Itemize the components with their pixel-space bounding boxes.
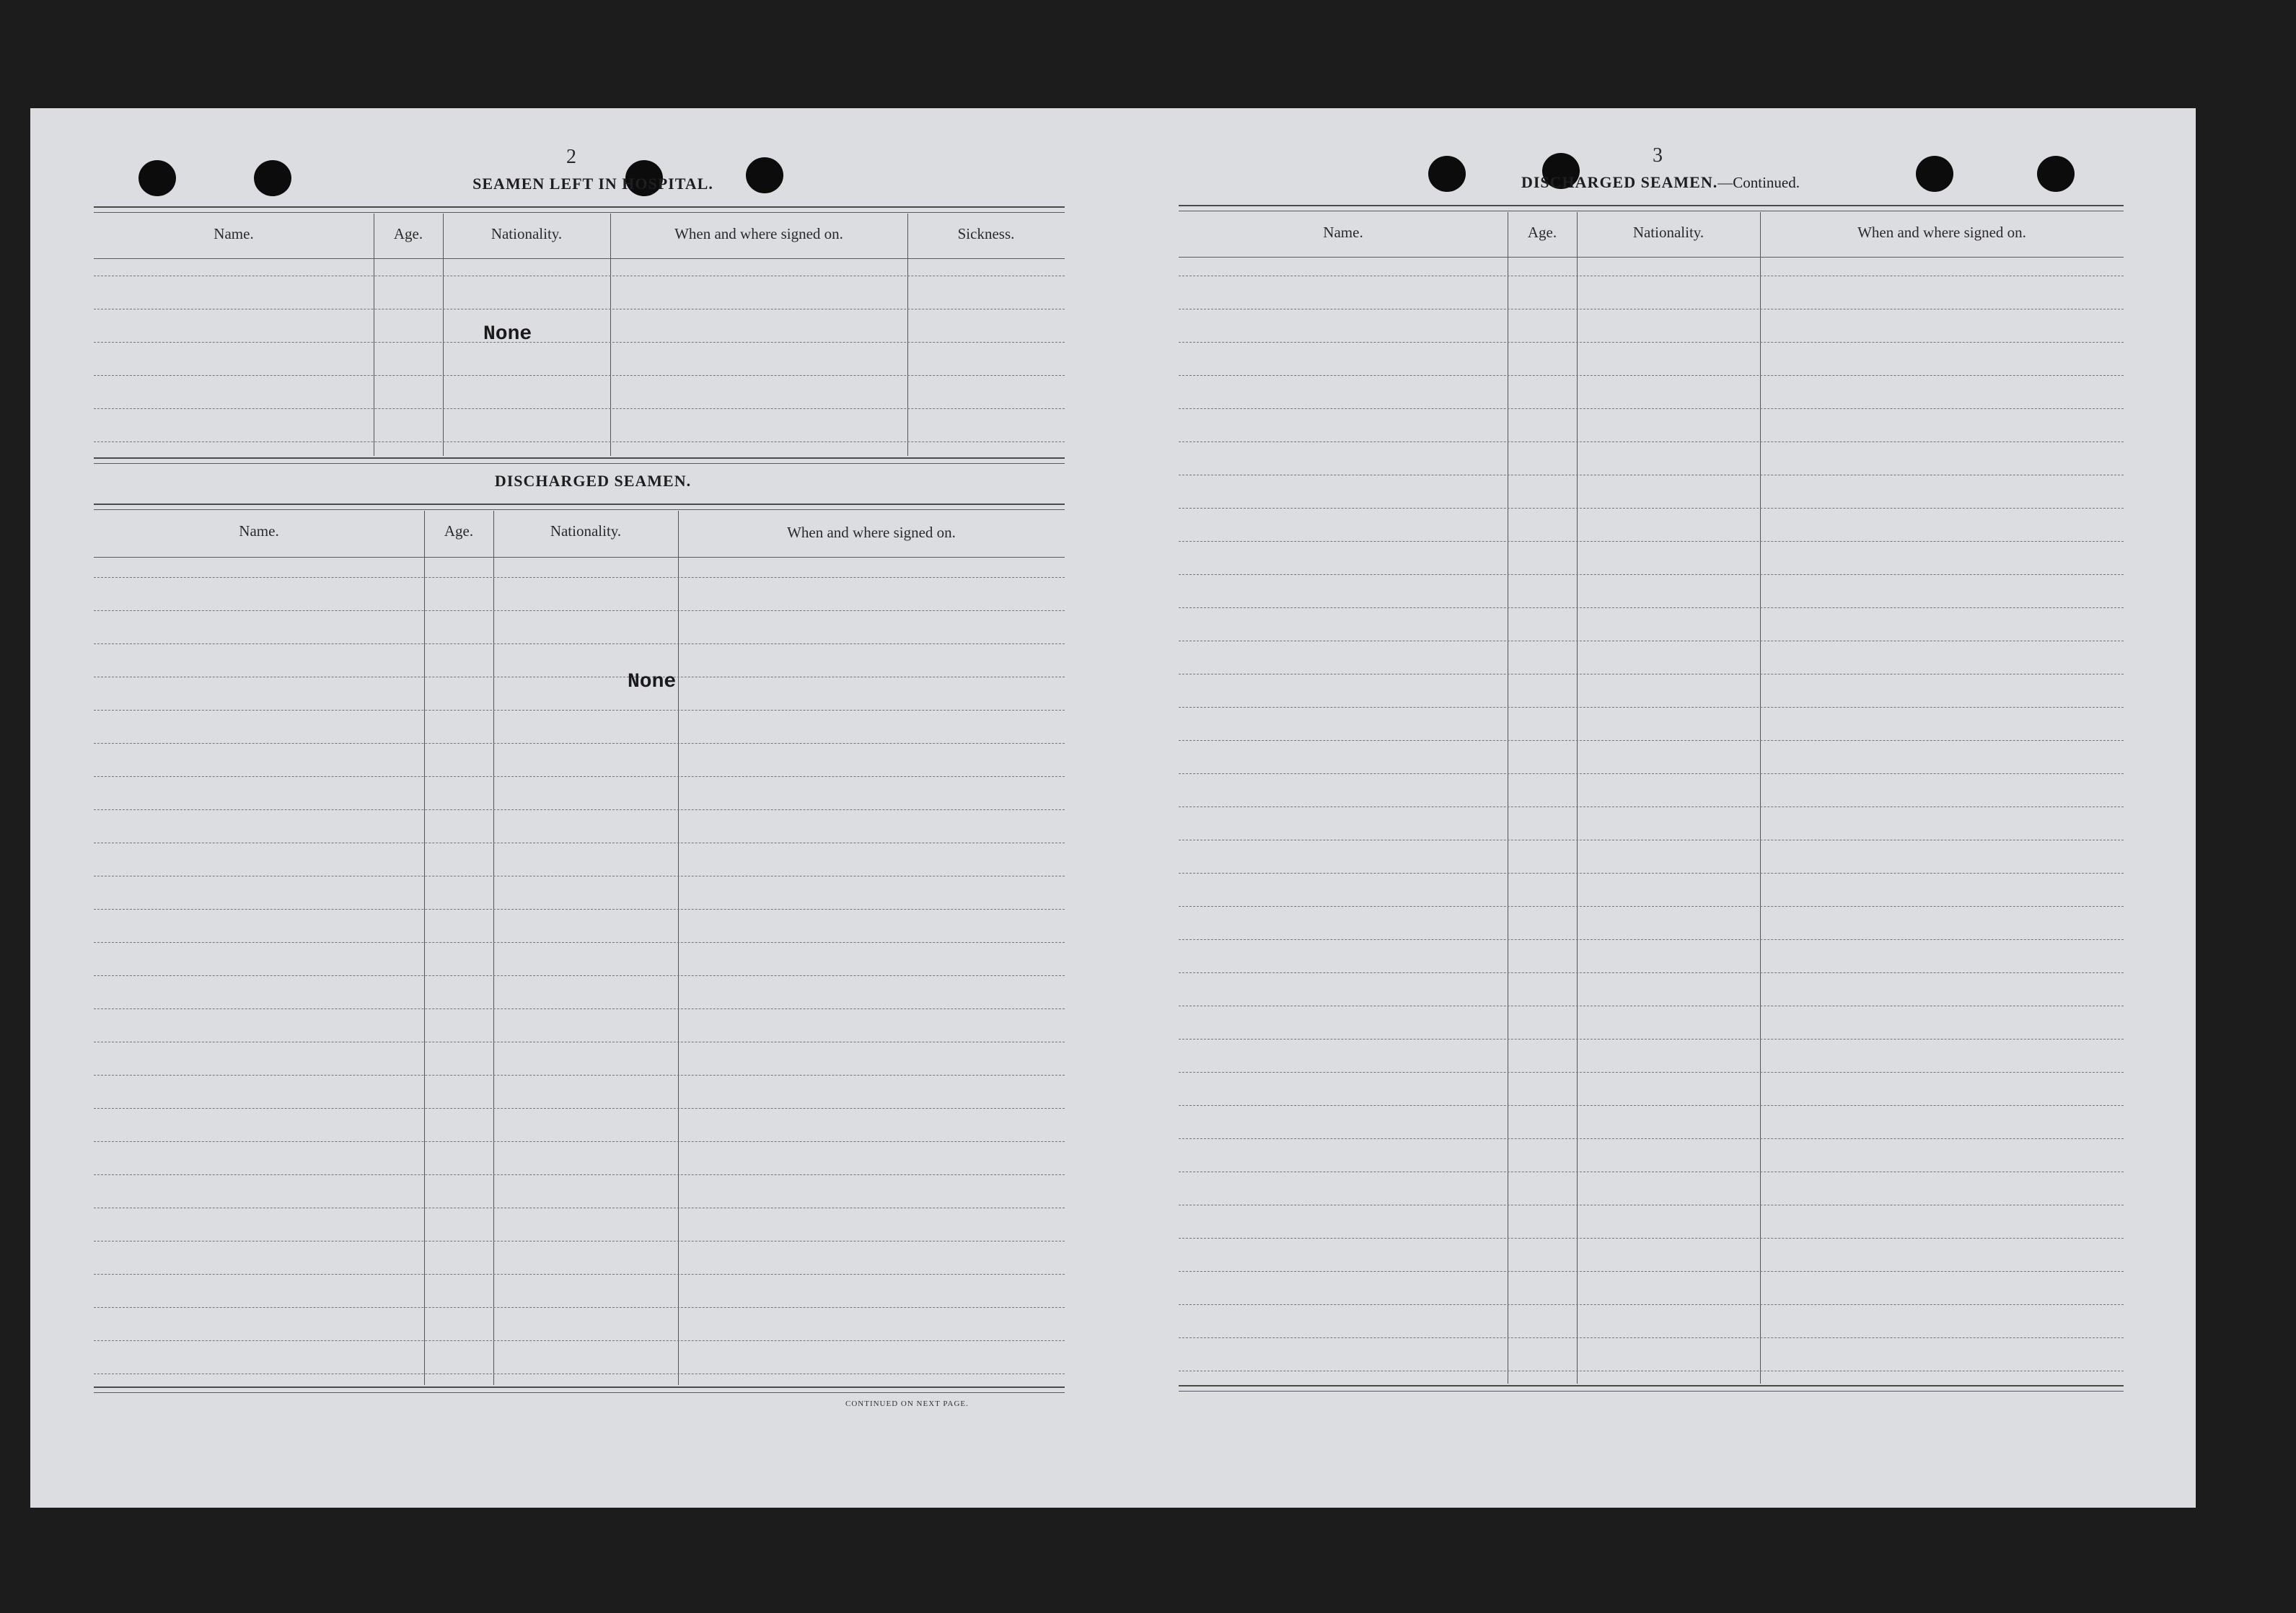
ruled-row-line — [1179, 441, 2124, 442]
title-main: DISCHARGED SEAMEN. — [1521, 173, 1718, 191]
col-name: Name. — [214, 225, 254, 242]
ruled-row-line — [1179, 607, 2124, 608]
ruled-row-line — [1179, 342, 2124, 343]
hospital-table-top-rule — [94, 212, 1065, 213]
ruled-row-line — [1179, 1039, 2124, 1040]
ruled-row-line — [94, 710, 1065, 711]
discharged-table-top-rule — [94, 504, 1065, 505]
column-divider — [907, 214, 908, 456]
ruled-row-line — [1179, 972, 2124, 973]
left-page — [30, 108, 1112, 1508]
ruled-row-line — [94, 942, 1065, 943]
ruled-row-line — [1179, 806, 2124, 807]
ruled-row-line — [94, 577, 1065, 578]
hospital-table-bottom-rule — [94, 457, 1065, 459]
column-divider — [678, 511, 679, 1385]
ruled-row-line — [94, 342, 1065, 343]
col-when-where: When and where signed on. — [1857, 224, 2026, 241]
ruled-row-line — [1179, 1138, 2124, 1139]
discharged-header-rule — [94, 557, 1065, 558]
discharged-table-bottom-rule — [94, 1386, 1065, 1388]
ruled-row-line — [94, 1174, 1065, 1175]
ruled-row-line — [1179, 873, 2124, 874]
col-nationality: Nationality. — [1632, 224, 1705, 241]
ruled-row-line — [94, 1008, 1065, 1009]
ruled-row-line — [1179, 1304, 2124, 1305]
ruled-row-line — [1179, 408, 2124, 409]
hospital-section-title: SEAMEN LEFT IN HOSPITAL. — [472, 175, 713, 193]
col-when-where: When and where signed on. — [787, 524, 956, 541]
ruled-row-line — [94, 1340, 1065, 1341]
col-age: Age. — [444, 522, 474, 540]
ruled-row-line — [1179, 508, 2124, 509]
ruled-row-line — [1179, 541, 2124, 542]
table-bottom-rule — [1179, 1391, 2124, 1392]
ruled-row-line — [94, 743, 1065, 744]
column-divider — [1577, 212, 1578, 1384]
table-top-rule — [1179, 205, 2124, 206]
ruled-row-line — [1179, 707, 2124, 708]
discharged-section-title: DISCHARGED SEAMEN. — [494, 472, 692, 490]
hospital-header-rule — [94, 258, 1065, 259]
ruled-row-line — [1179, 1238, 2124, 1239]
header-rule — [1179, 257, 2124, 258]
ruled-row-line — [94, 809, 1065, 810]
ruled-row-line — [94, 1307, 1065, 1308]
column-divider — [610, 214, 611, 456]
table-bottom-rule — [1179, 1385, 2124, 1386]
ruled-row-line — [94, 1141, 1065, 1142]
col-sickness: Sickness. — [957, 225, 1015, 242]
hospital-table-bottom-rule — [94, 463, 1065, 464]
ruled-row-line — [94, 643, 1065, 644]
ruled-row-line — [94, 441, 1065, 442]
column-divider — [1760, 212, 1761, 1384]
col-name: Name. — [239, 522, 279, 540]
ruled-row-line — [94, 1075, 1065, 1076]
col-age: Age. — [1527, 224, 1557, 241]
ruled-row-line — [94, 975, 1065, 976]
column-divider — [443, 214, 444, 456]
discharged-table-bottom-rule — [94, 1392, 1065, 1393]
discharged-table-top-rule — [94, 509, 1065, 510]
ruled-row-line — [94, 776, 1065, 777]
col-nationality: Nationality. — [550, 522, 622, 540]
ruled-row-line — [1179, 773, 2124, 774]
ruled-row-line — [94, 610, 1065, 611]
ruled-row-line — [94, 1274, 1065, 1275]
title-suffix: —Continued. — [1717, 174, 1800, 191]
ruled-row-line — [1179, 375, 2124, 376]
ruled-row-line — [1179, 906, 2124, 907]
hospital-none-entry: None — [483, 323, 532, 346]
col-age: Age. — [393, 225, 423, 242]
hospital-table-top-rule — [94, 206, 1065, 208]
discharged-continued-title — [1430, 173, 1891, 192]
col-nationality: Nationality. — [491, 225, 563, 242]
ruled-row-line — [1179, 1271, 2124, 1272]
ruled-row-line — [94, 1108, 1065, 1109]
right-page — [1112, 108, 2196, 1508]
col-name: Name. — [1323, 224, 1363, 241]
ruled-row-line — [1179, 1072, 2124, 1073]
ruled-row-line — [1179, 574, 2124, 575]
page-number: 3 — [1653, 144, 1663, 167]
column-divider — [424, 511, 425, 1385]
ruled-row-line — [94, 909, 1065, 910]
ledger-sheet — [30, 108, 2196, 1508]
ruled-row-line — [1179, 740, 2124, 741]
ruled-row-line — [1179, 939, 2124, 940]
ruled-row-line — [1179, 1337, 2124, 1338]
continued-footer: CONTINUED ON NEXT PAGE. — [845, 1399, 969, 1408]
discharged-none-entry: None — [628, 671, 677, 693]
column-divider — [493, 511, 494, 1385]
ruled-row-line — [94, 408, 1065, 409]
ruled-row-line — [1179, 1105, 2124, 1106]
page-number: 2 — [566, 146, 576, 168]
ruled-row-line — [94, 375, 1065, 376]
col-when-where: When and where signed on. — [674, 225, 843, 242]
